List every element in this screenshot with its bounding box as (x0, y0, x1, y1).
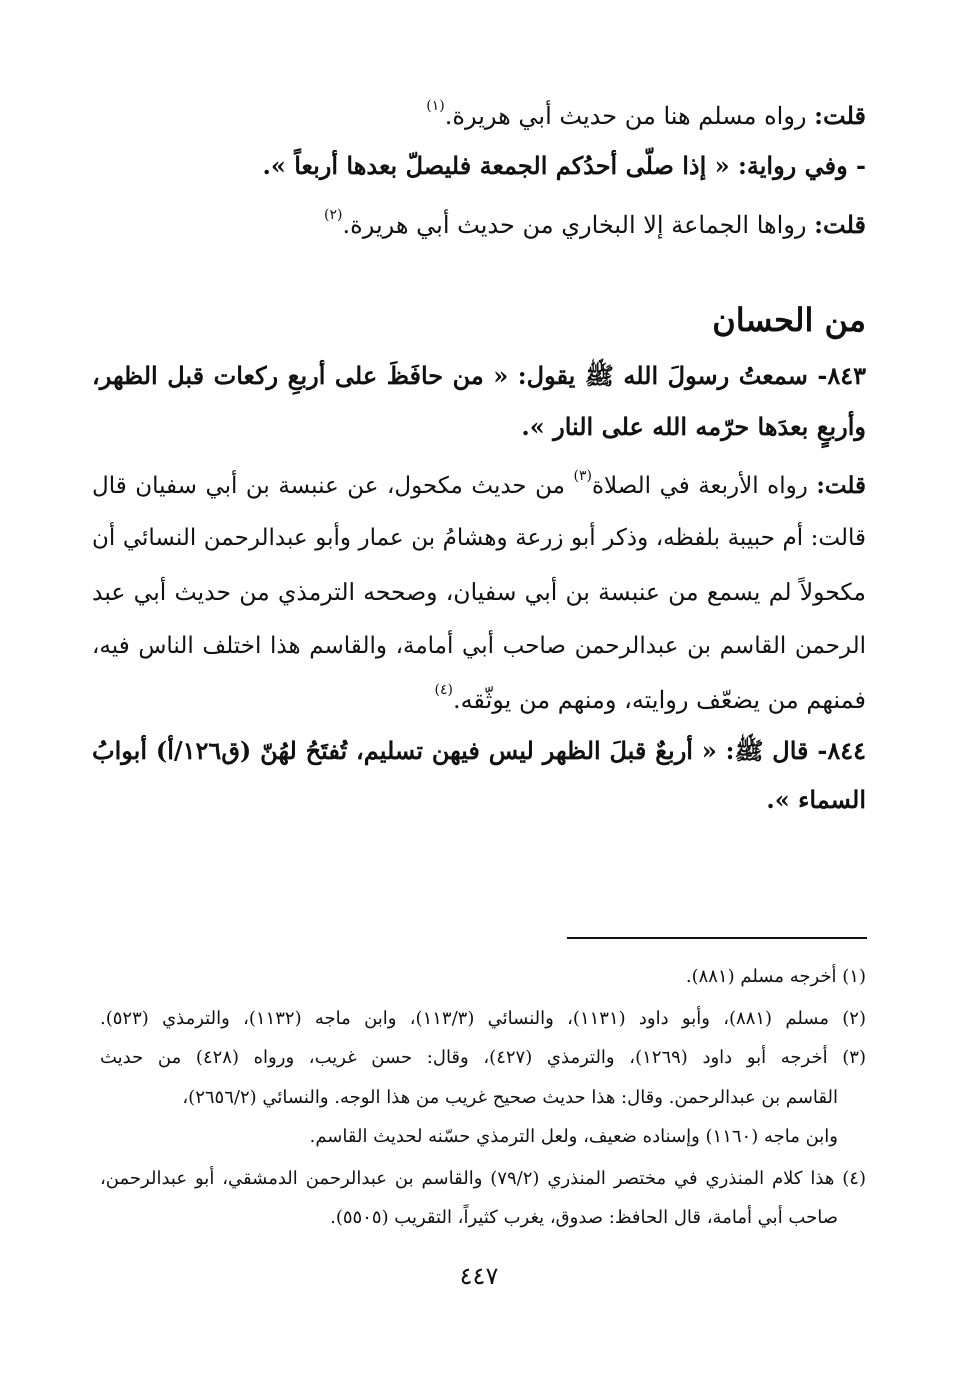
commentary-line-2: قالت: أم حبيبة بلفظه، وذكر أبو زرعة وهشامُ بن عمار وأبو عبدالرحمن النسائي أن (92, 525, 866, 551)
line-text: رواه مسلم هنا من حديث أبي هريرة. (444, 102, 815, 130)
footnote-ref[interactable]: (١) (426, 98, 445, 114)
line-text: رواه الأربعة في الصلاة (591, 473, 817, 499)
line-text: رواها الجماعة إلا البخاري من حديث أبي هريرة. (342, 211, 815, 239)
footnote-ref[interactable]: (٣) (573, 468, 592, 484)
qultu-label: قلت: (814, 101, 866, 130)
hadith-844-line-2: السماء ». (766, 785, 866, 814)
footnote-separator (567, 937, 867, 939)
hadith-843-line-1: ٨٤٣- سمعتُ رسولَ الله ﷺ يقول: « من حافَظَ على أربعِ ركعات قبل الظهر، (92, 361, 866, 390)
footnote-ref[interactable]: (٢) (324, 207, 343, 223)
footnote-4-line-1: (٤) هذا كلام المنذري في مختصر المنذري (٧٩/٢) والقاسم بن عبدالرحمن الدمشقي، أبو عبدالرحمن، (100, 1168, 866, 1189)
footnote-2: (٢) مسلم (٨٨١)، وأبو داود (١١٣١)، والنسائي (١١٣/٣)، وابن ماجه (١١٣٢)، والترمذي (٥٢٣). (100, 1008, 866, 1029)
commentary-line-5 (434, 680, 866, 720)
commentary-line-4: الرحمن القاسم بن عبدالرحمن صاحب أبي أمامة، والقاسم هذا اختلف الناس فيه، (92, 633, 866, 659)
hadith-844-line-1: ٨٤٤- قال ﷺ: « أربعٌ قبلَ الظهر ليس فيهن تسليم، تُفتَحُ لهُنّ (ق١٢٦/أ) أبوابُ (92, 736, 866, 765)
commentary-line-3: مكحولاً لم يسمع من عنبسة بن أبي سفيان، وصححه الترمذي من حديث أبي عبد (92, 578, 866, 606)
footnote-3-line-3: وابن ماجه (١١٦٠) وإسناده ضعيف، ولعل الترمذي حسّنه لحديث القاسم. (309, 1126, 838, 1147)
footnote-4-line-2: صاحب أبي أمامة، قال الحافظ: صدوق، يغرب كثيراً، التقريب (٥٥٠٥). (330, 1207, 838, 1228)
hadith-variant-line: - وفي رواية: « إذا صلّى أحدُكم الجمعة فليصلّ بعدها أربعاً ». (262, 151, 866, 180)
qultu-label: قلت: (814, 210, 866, 239)
footnote-3-line-2: القاسم بن عبدالرحمن. وقال: هذا حديث صحيح غريب من هذا الوجه. والنسائي (٢٦٥٦/٢)، (182, 1087, 838, 1108)
qultu-label: قلت: (816, 472, 867, 499)
line-text: فمنهم من يضعّف روايته، ومنهم من يوثّقه. (452, 686, 866, 714)
page-number: ٤٤٧ (459, 1262, 499, 1290)
commentary-line-1 (92, 466, 866, 506)
line-text: من حديث مكحول، عن عنبسة بن أبي سفيان قال (92, 473, 574, 499)
section-heading: من الحسان (712, 301, 866, 339)
hadith-843-line-2: وأربعٍ بعدَها حرّمه الله على النار ». (521, 412, 866, 441)
text-line (324, 205, 866, 245)
text-line (426, 96, 866, 136)
footnote-3-line-1: (٣) أخرجه أبو داود (١٢٦٩)، والترمذي (٤٢٧)، وقال: حسن غريب، ورواه (٤٢٨) من حديث (100, 1047, 866, 1068)
footnote-1: (١) أخرجه مسلم (٨٨١). (685, 966, 866, 987)
footnote-ref[interactable]: (٤) (434, 682, 453, 698)
